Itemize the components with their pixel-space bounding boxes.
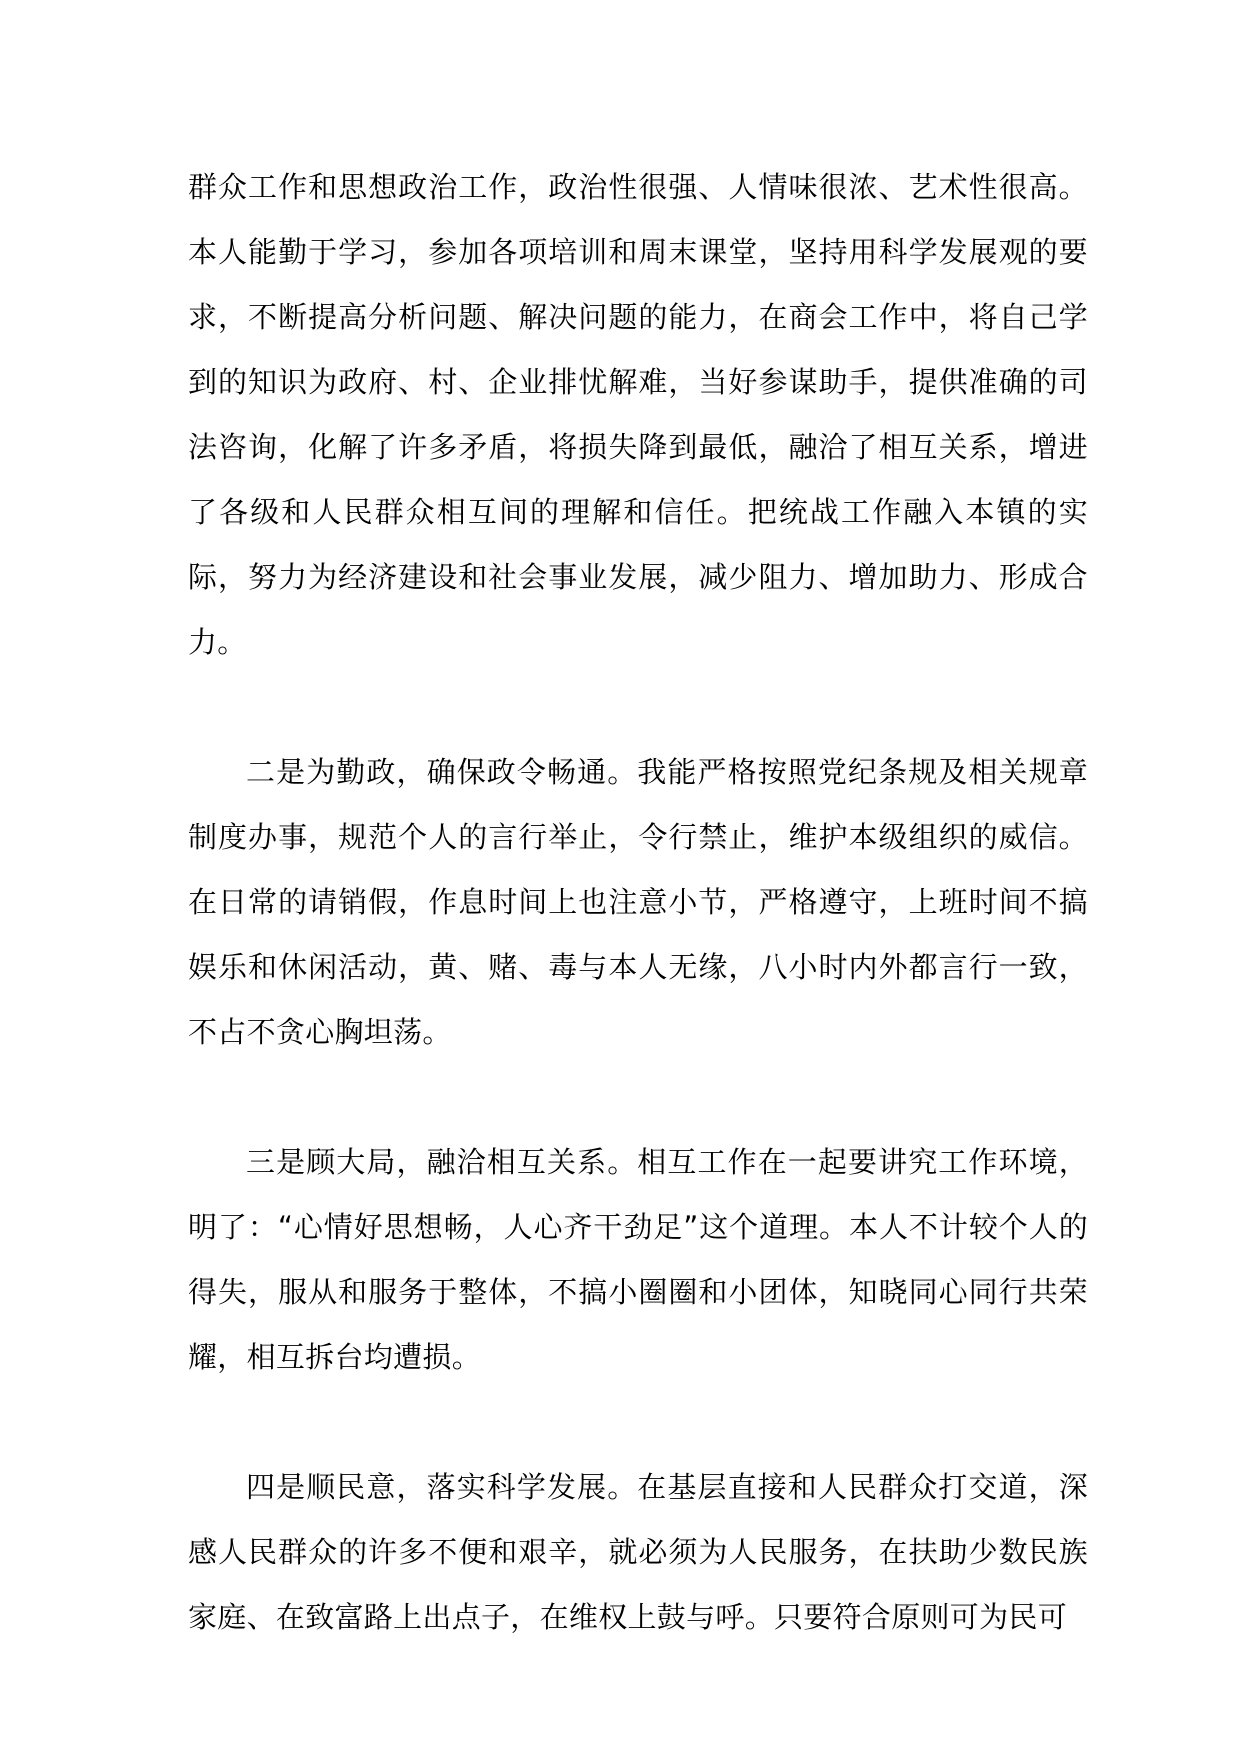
paragraph-diligent-governance: 二是为勤政，确保政令畅通。我能严格按照党纪条规及相关规章制度办事，规范个人的言行举止，令行禁止，维护本级组织的威信。在日常的请销假，作息时间上也注意小节，严格遵守，上班时间不搞娱乐和休闲活动，黄、赌、毒与本人无缘，八小时内外都言行一致，不占不贪心胸坦荡。 (188, 755, 1088, 1049)
paragraph-public-will: 四是顺民意，落实科学发展。在基层直接和人民群众打交道，深感人民群众的许多不便和艰辛，就必须为人民服务，在扶助少数民族家庭、在致富路上出点子，在维权上鼓与呼。只要符合原则可为民可 (188, 1470, 1088, 1634)
paragraph-mass-work: 群众工作和思想政治工作，政治性很强、人情味很浓、艺术性很高。本人能勤于学习，参加各项培训和周末课堂，坚持用科学发展观的要求，不断提高分析问题、解决问题的能力，在商会工作中，将自己学到的知识为政府、村、企业排忧解难，当好参谋助手，提供准确的司法咨询，化解了许多矛盾，将损失降到最低，融洽了相互关系，增进了各级和人民群众相互间的理解和信任。把统战工作融入本镇的实际，努力为经济建设和社会事业发展，减少阻力、增加助力、形成合力。 (188, 170, 1088, 659)
paragraph-gap (188, 1390, 1088, 1455)
paragraph-gap (188, 675, 1088, 740)
paragraph-gap (188, 1065, 1088, 1130)
document-body (188, 155, 1088, 1650)
paragraph-overall-situation: 三是顾大局，融洽相互关系。相互工作在一起要讲究工作环境，明了：“心情好思想畅，人心齐干劲足”这个道理。本人不计较个人的得失，服从和服务于整体，不搞小圈圈和小团体，知晓同心同行共荣耀，相互拆台均遭损。 (188, 1145, 1088, 1374)
